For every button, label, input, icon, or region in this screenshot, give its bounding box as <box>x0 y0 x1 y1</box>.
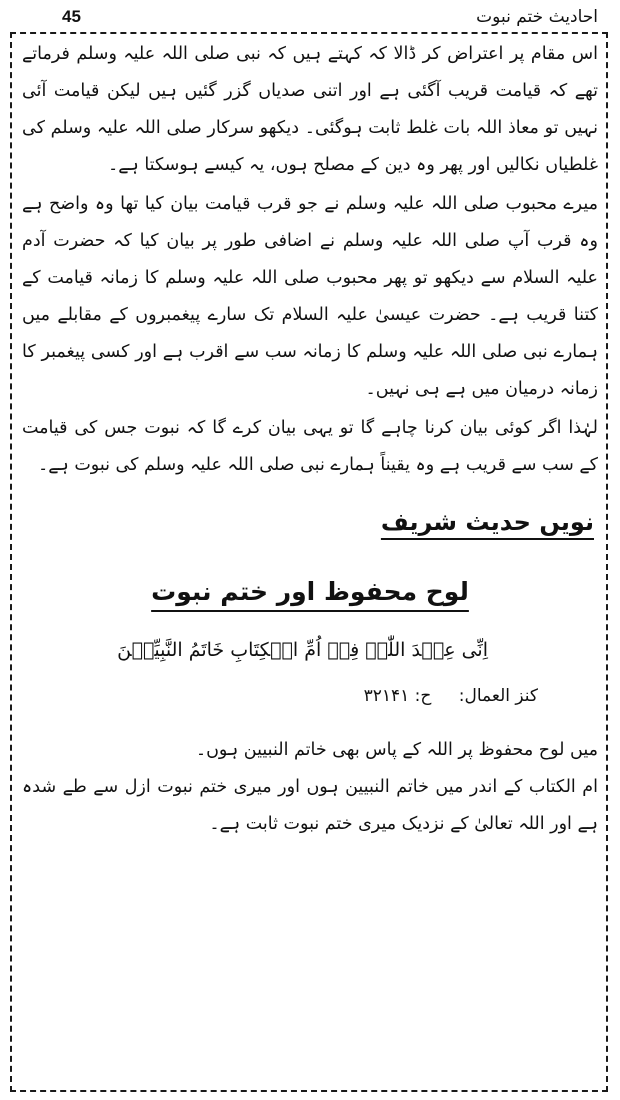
hadith-arabic-text: اِنِّی عِنۡدَ اللّٰہِ فِیۡ اُمِّ الۡکِتَابِ خَاتَمُ النَّبِیِّیۡنَ <box>117 639 488 661</box>
reference-label: کنز العمال: <box>458 686 538 706</box>
paragraph-2: میرے محبوب صلی اللہ علیہ وسلم نے جو قرب قیامت بیان کیا تھا وہ واضح ہے وہ قرب آپ صلی اللہ علیہ وسلم نے اضافی طور پر بیان کیا کہ حضرت آدم علیہ السلام سے دیکھو تو پھر محبوب صلی اللہ علیہ وسلم کا زمانہ قیامت کے کتنا قریب ہے۔ حضرت عیسیٰ علیہ السلام تک سارے پیغمبروں کے مقابلے میں ہمارے نبی صلی اللہ علیہ وسلم کا زمانہ سب سے اقرب ہے اور کسی پیغمبر کا زمانہ درمیان میں ہے ہی نہیں۔ <box>22 194 598 399</box>
translation-line-1: میں لوح محفوظ پر اللہ کے پاس بھی خاتم النبیین ہوں۔ <box>195 740 598 760</box>
translation-paragraph: ام الکتاب کے اندر میں خاتم النبیین ہوں اور میری ختم نبوت ازل سے طے شدہ ہے اور اللہ تعالیٰ کے نزدیک میری ختم نبوت ثابت ہے۔ <box>22 777 598 834</box>
page-number: 45 <box>62 7 81 26</box>
section-heading-text: نویں حدیث شریف <box>380 508 594 536</box>
section-heading <box>22 494 598 562</box>
paragraph-1: اس مقام پر اعتراض کر ڈالا کہ کہتے ہیں کہ نبی صلی اللہ علیہ وسلم فرماتے تھے کہ قیامت قریب آگئی ہے اور اتنی صدیاں گزر گئیں ہیں لیکن قیامت آئی نہیں تو معاذ اللہ بات غلط ثابت ہوگئی۔ دیکھو سرکار صلی اللہ علیہ وسلم کی غلطیاں نکالیں اور پھر وہ دین کے مصلح ہوں، یہ کیسے ہوسکتا ہے۔ <box>22 44 598 175</box>
sub-heading-text: لوح محفوظ اور ختم نبوت <box>151 577 469 606</box>
reference-number: ح: ۳۲۱۴۱ <box>363 686 432 706</box>
book-title: احادیث ختم نبوت <box>476 7 598 27</box>
hadith-reference <box>22 674 598 718</box>
running-header <box>22 4 598 30</box>
sub-heading <box>22 562 598 628</box>
paragraph-3: لہٰذا اگر کوئی بیان کرنا چاہے گا تو یہی بیان کرے گا کہ نبوت جس کی قیامت کے سب سے قریب ہے وہ یقیناً ہمارے نبی صلی اللہ علیہ وسلم کی نبوت ہے۔ <box>22 418 598 475</box>
page-content <box>22 36 598 843</box>
